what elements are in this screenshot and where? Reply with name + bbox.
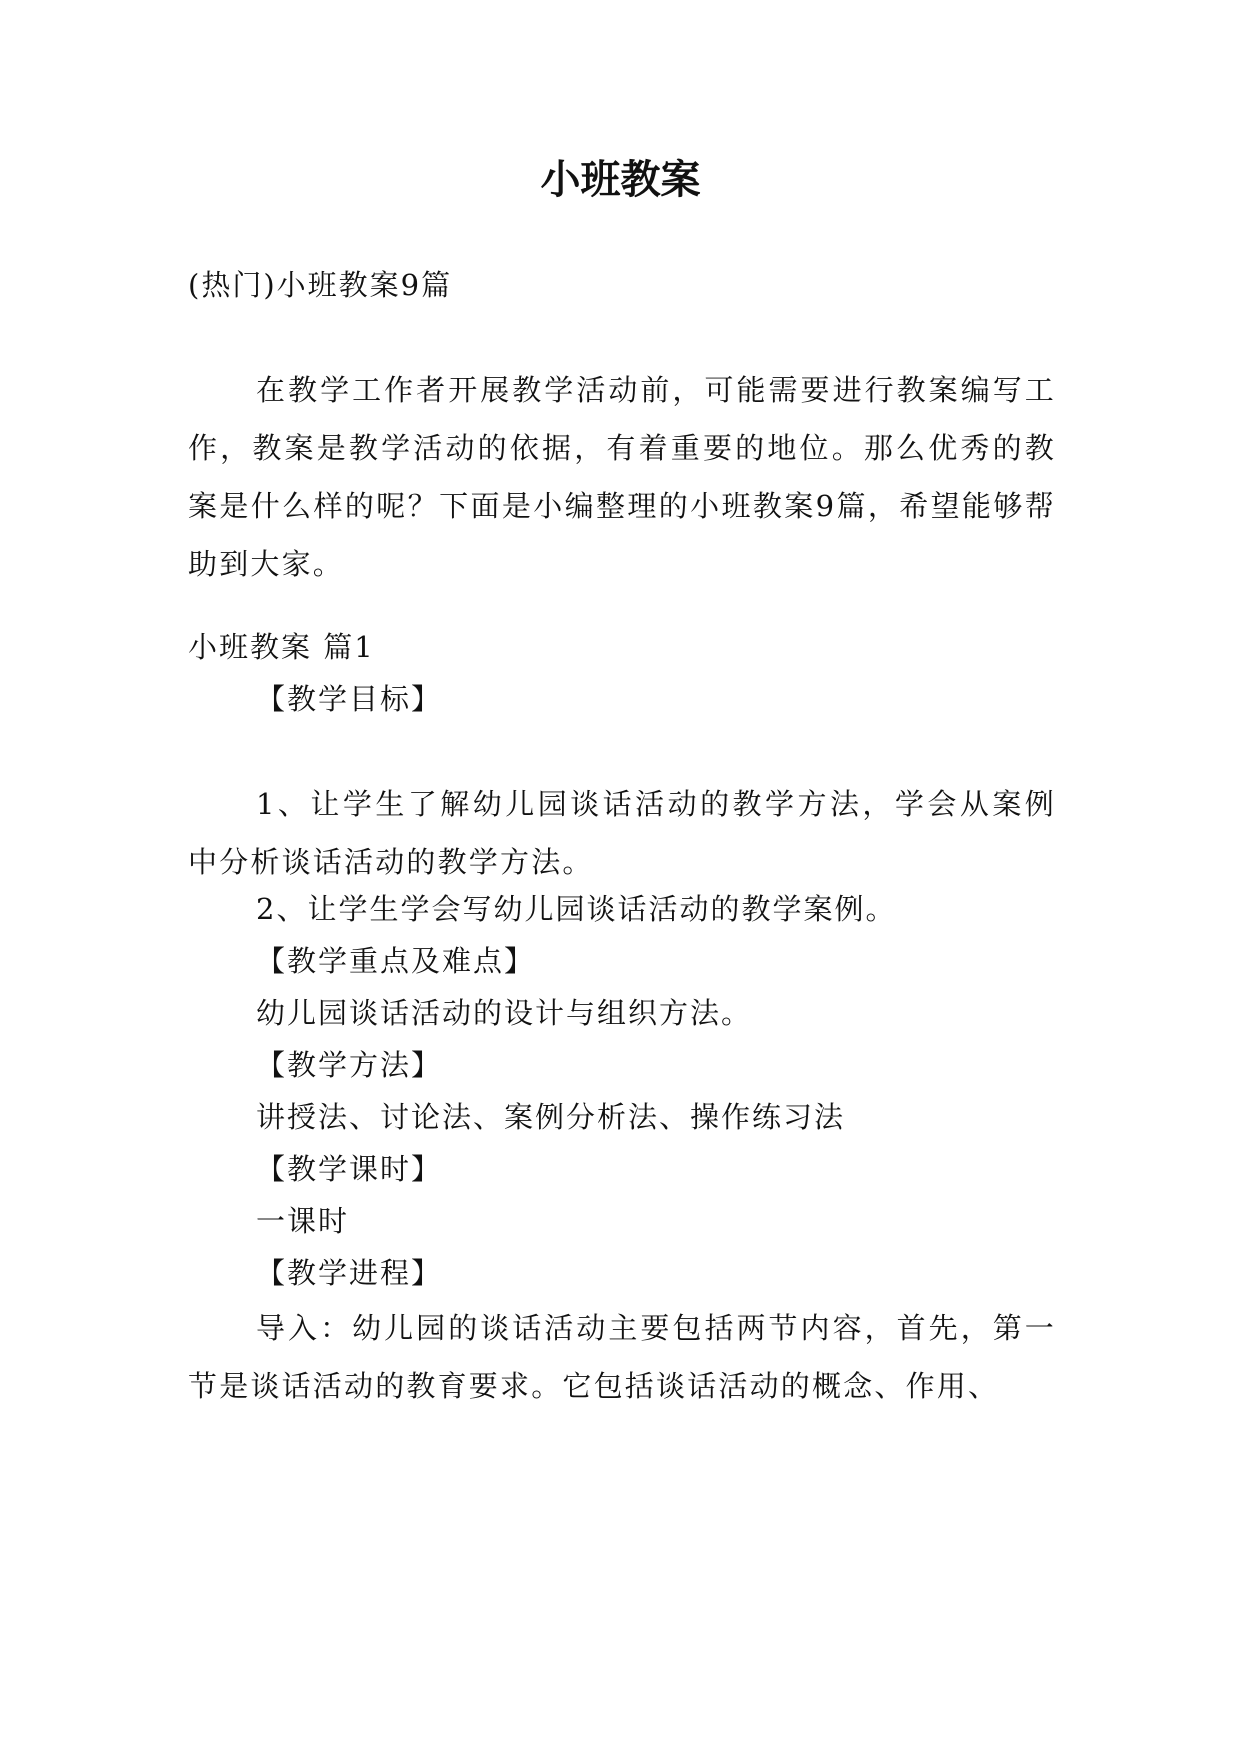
goal-item-2: 2、让学生学会写幼儿园谈话活动的教学案例。 <box>256 892 897 926</box>
key-text: 幼儿园谈话活动的设计与组织方法。 <box>256 996 753 1030</box>
hours-text: 一课时 <box>256 1204 350 1238</box>
method-text: 讲授法、讨论法、案例分析法、操作练习法 <box>256 1100 846 1134</box>
key-heading: 【教学重点及难点】 <box>256 944 536 978</box>
process-heading: 【教学进程】 <box>256 1256 443 1290</box>
document-subtitle: (热门)小班教案9篇 <box>188 268 453 302</box>
section-heading: 小班教案 篇1 <box>188 630 375 664</box>
document-title: 小班教案 <box>540 156 701 203</box>
method-heading: 【教学方法】 <box>256 1048 443 1082</box>
hours-heading: 【教学课时】 <box>256 1152 443 1186</box>
goal-item-1: 1、让学生了解幼儿园谈话活动的教学方法，学会从案例中分析谈话活动的教学方法。 <box>188 787 1056 879</box>
intro-paragraph: 在教学工作者开展教学活动前，可能需要进行教案编写工作，教案是教学活动的依据，有着重要的地位。那么优秀的教案是什么样的呢？下面是小编整理的小班教案9篇，希望能够帮助到大家。 <box>188 373 1056 581</box>
process-paragraph: 导入：幼儿园的谈话活动主要包括两节内容，首先，第一节是谈话活动的教育要求。它包括谈话活动的概念、作用、 <box>188 1311 1056 1403</box>
goal-heading: 【教学目标】 <box>256 682 443 716</box>
